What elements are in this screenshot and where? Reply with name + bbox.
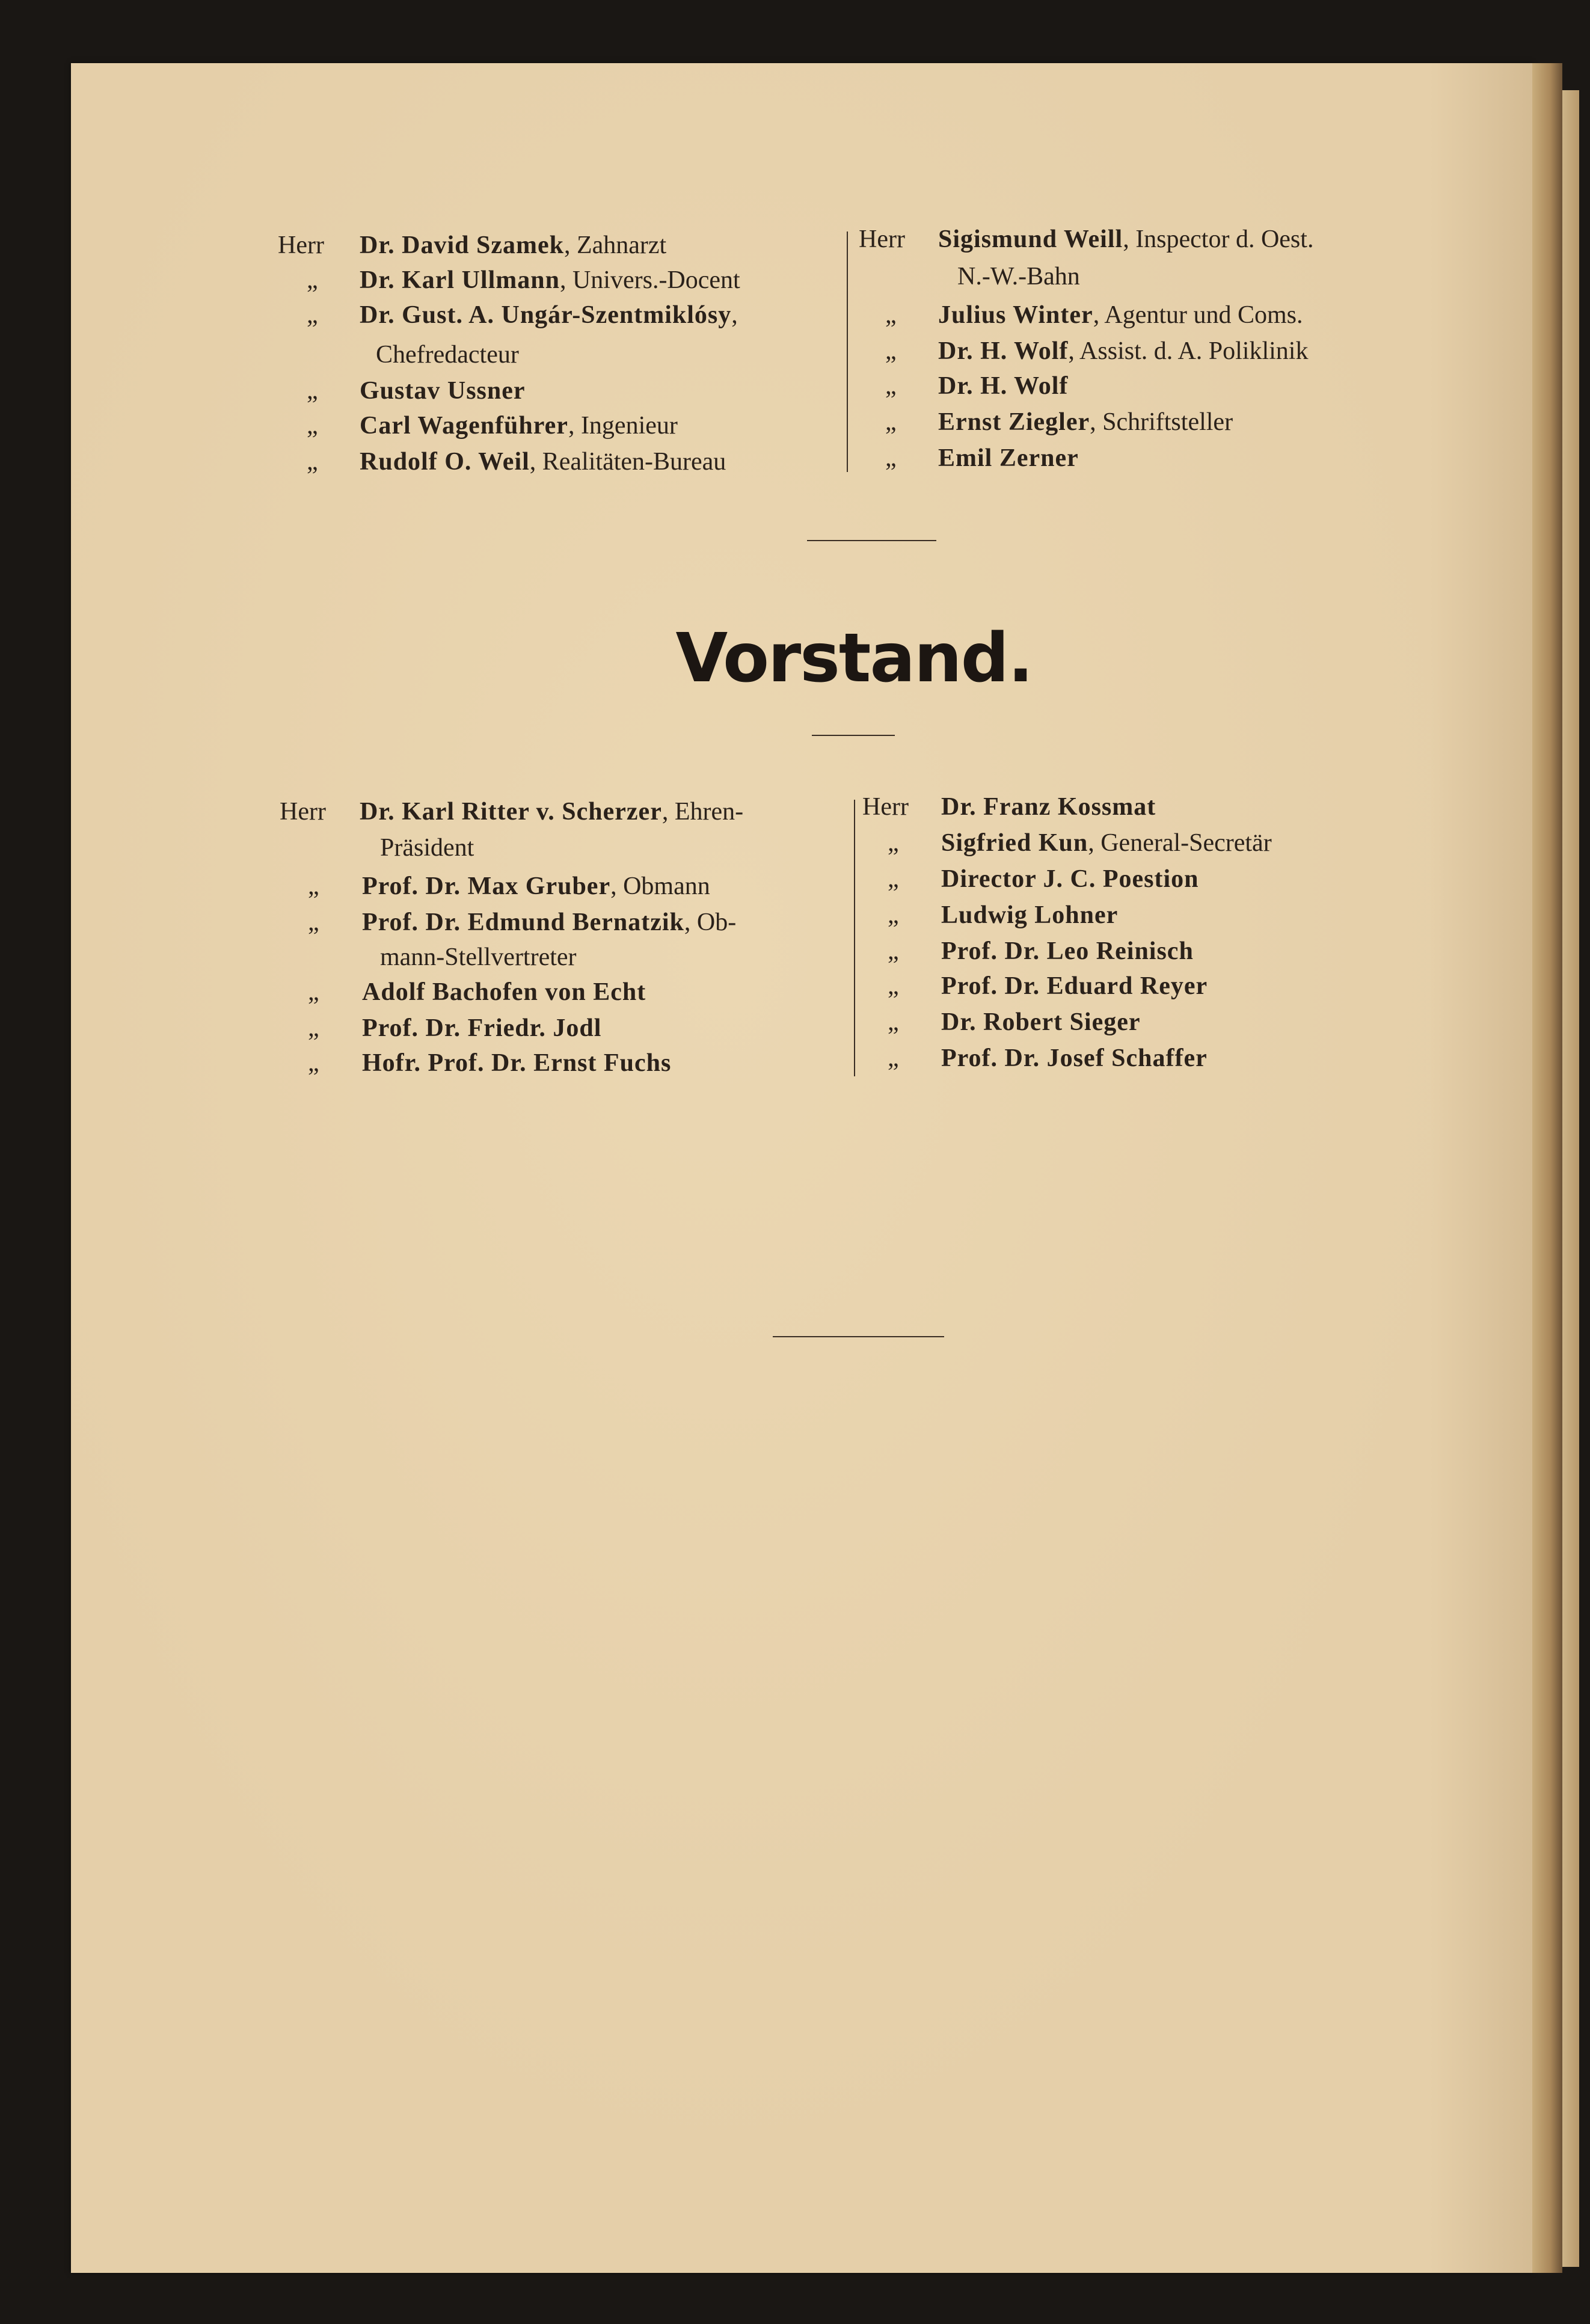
ditto-mark: „ <box>307 266 318 294</box>
list-item: Carl Wagenführer, Ingenieur <box>360 412 678 440</box>
ditto-mark: „ <box>308 872 319 900</box>
divider-rule <box>807 540 936 541</box>
document-page <box>71 63 1532 2273</box>
list-item: Dr. Karl Ullmann, Univers.-Docent <box>360 266 740 294</box>
list-item: Emil Zerner <box>938 444 1079 472</box>
list-item: Dr. Robert Sieger <box>941 1008 1141 1036</box>
list-item: Ludwig Lohner <box>941 901 1119 929</box>
herr-prefix: Herr <box>280 798 326 826</box>
next-page-edge <box>1562 90 1579 2267</box>
list-item: Sigismund Weill, Inspector d. Oest. <box>938 225 1314 253</box>
ditto-mark: „ <box>308 909 319 936</box>
list-item: Sigfried Kun, General-Secretär <box>941 829 1272 857</box>
list-item: Adolf Bachofen von Echt <box>362 978 646 1006</box>
ditto-mark: „ <box>888 937 899 965</box>
book-spine <box>1532 63 1562 2273</box>
ditto-mark: „ <box>307 301 318 329</box>
list-item: Hofr. Prof. Dr. Ernst Fuchs <box>362 1049 672 1077</box>
ditto-mark: „ <box>307 377 318 405</box>
list-item: Prof. Dr. Max Gruber, Obmann <box>362 872 710 900</box>
column-divider <box>854 800 855 1076</box>
divider-rule <box>773 1336 944 1337</box>
list-item-continuation: Präsident <box>380 834 474 862</box>
ditto-mark: „ <box>308 1049 319 1077</box>
list-item: Dr. H. Wolf <box>938 372 1069 400</box>
ditto-mark: „ <box>308 1014 319 1042</box>
list-item-continuation: N.-W.-Bahn <box>957 263 1080 290</box>
ditto-mark: „ <box>888 1008 899 1036</box>
list-item: Dr. Gust. A. Ungár-Szentmiklósy, <box>360 301 738 329</box>
ditto-mark: „ <box>307 448 318 476</box>
ditto-mark: „ <box>888 1044 899 1072</box>
ditto-mark: „ <box>888 829 899 857</box>
ditto-mark: „ <box>307 412 318 440</box>
ditto-mark: „ <box>885 408 897 436</box>
herr-prefix: Herr <box>278 231 324 259</box>
ditto-mark: „ <box>885 372 897 400</box>
list-item: Dr. H. Wolf, Assist. d. A. Poliklinik <box>938 337 1309 365</box>
column-divider <box>847 231 848 472</box>
herr-prefix: Herr <box>859 225 905 253</box>
list-item: Prof. Dr. Josef Schaffer <box>941 1044 1208 1072</box>
herr-prefix: Herr <box>862 793 909 821</box>
list-item: Prof. Dr. Edmund Bernatzik, Ob- <box>362 909 737 936</box>
ditto-mark: „ <box>888 972 899 1000</box>
list-item: Prof. Dr. Leo Reinisch <box>941 937 1194 965</box>
ditto-mark: „ <box>888 865 899 893</box>
divider-rule <box>812 735 895 736</box>
list-item: Gustav Ussner <box>360 377 526 405</box>
ditto-mark: „ <box>885 337 897 365</box>
list-item: Director J. C. Poestion <box>941 865 1199 893</box>
ditto-mark: „ <box>885 444 897 472</box>
list-item-continuation: mann-Stellvertreter <box>380 943 577 971</box>
ditto-mark: „ <box>888 901 899 929</box>
list-item: Dr. Karl Ritter v. Scherzer, Ehren- <box>360 798 744 826</box>
list-item: Ernst Ziegler, Schriftsteller <box>938 408 1233 436</box>
list-item-continuation: Chefredacteur <box>376 341 519 369</box>
list-item: Julius Winter, Agentur und Coms. <box>938 301 1303 329</box>
list-item: Prof. Dr. Eduard Reyer <box>941 972 1208 1000</box>
page-title: Vorstand. <box>675 619 1033 698</box>
ditto-mark: „ <box>308 978 319 1006</box>
ditto-mark: „ <box>885 301 897 329</box>
list-item: Rudolf O. Weil, Realitäten-Bureau <box>360 448 726 476</box>
list-item: Prof. Dr. Friedr. Jodl <box>362 1014 602 1042</box>
list-item: Dr. David Szamek, Zahnarzt <box>360 231 667 259</box>
list-item: Dr. Franz Kossmat <box>941 793 1156 821</box>
